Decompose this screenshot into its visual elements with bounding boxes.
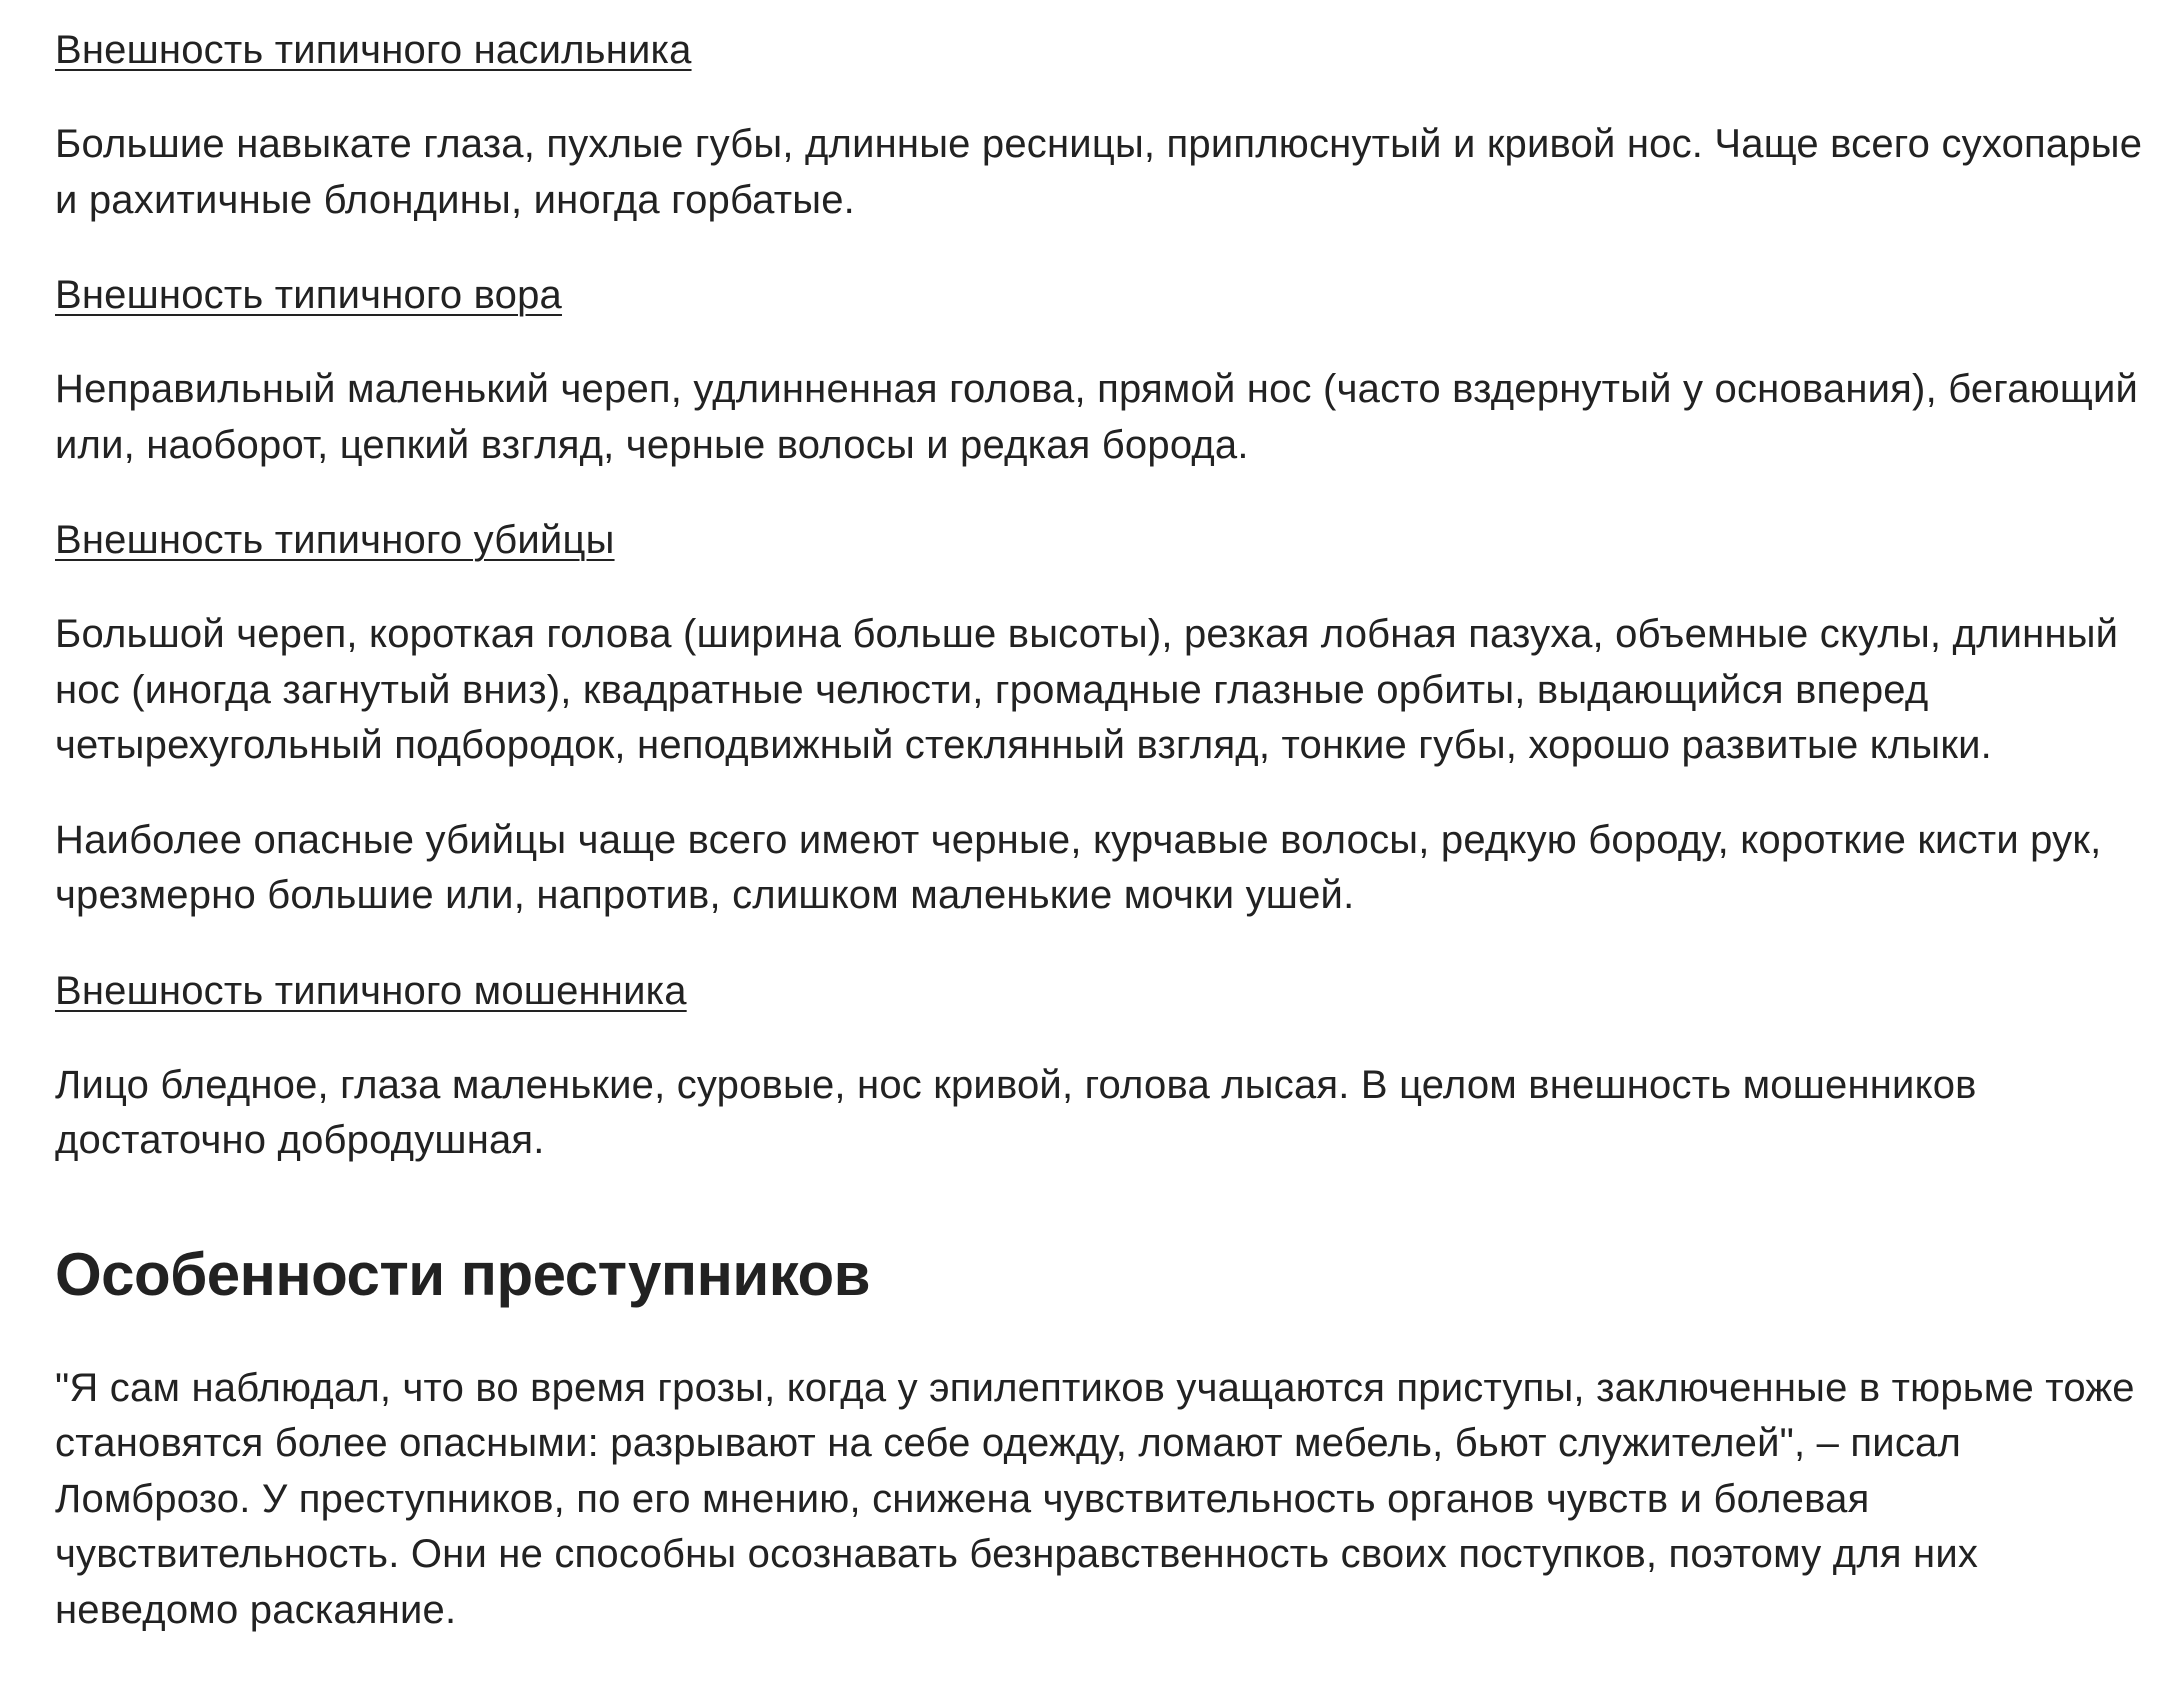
paragraph-lombroso-quote: "Я сам наблюдал, что во время грозы, когда у эпилептиков учащаются приступы, заключенные в тюрьме тоже становятся более опасными: разрывают на себе одежду, ломают мебель, бьют служителей", – писал Ломброзо. У преступников, по его мнению, снижена чувствительность органов чувств и болевая чувствительность. Они не способны осознавать безнравственность своих поступков, поэтому для них неведомо раскаяние. [55, 1365, 2135, 1632]
paragraph-dangerous-murderers: Наиболее опасные убийцы чаще всего имеют черные, курчавые волосы, редкую бороду, короткие кисти рук, чрезмерно большие или, напротив, слишком маленькие мочки ушей. [55, 817, 2102, 917]
article-body [55, 22, 2150, 1677]
section-heading: Особенности преступников [55, 1240, 870, 1308]
subheading-murderer: Внешность типичного убийцы [55, 518, 615, 562]
subheading-swindler: Внешность типичного мошенника [55, 968, 687, 1013]
subheading-thief: Внешность типичного вора [55, 273, 562, 317]
paragraph-thief: Неправильный маленький череп, удлинненная голова, прямой нос (часто вздернутый у основания), бегающий или, наоборот, цепкий взгляд, черные волосы и редкая борода. [55, 367, 2139, 467]
paragraph-swindler: Лицо бледное, глаза маленькие, суровые, нос кривой, голова лысая. В целом внешность мошенников достаточно добродушная. [55, 1062, 1977, 1162]
paragraph-murderer: Большой череп, короткая голова (ширина больше высоты), резкая лобная пазуха, объемные скулы, длинный нос (иногда загнутый вниз), квадратные челюсти, громадные глазные орбиты, выдающийся вперед четырехугольный подбородок, неподвижный стеклянный взгляд, тонкие губы, хорошо развитые клыки. [55, 612, 2119, 767]
paragraph-rapist: Большие навыкате глаза, пухлые губы, длинные ресницы, приплюснутый и кривой нос. Чаще всего сухопарые и рахитичные блондины, иногда горбатые. [55, 122, 2143, 222]
subheading-rapist: Внешность типичного насильника [55, 28, 692, 72]
